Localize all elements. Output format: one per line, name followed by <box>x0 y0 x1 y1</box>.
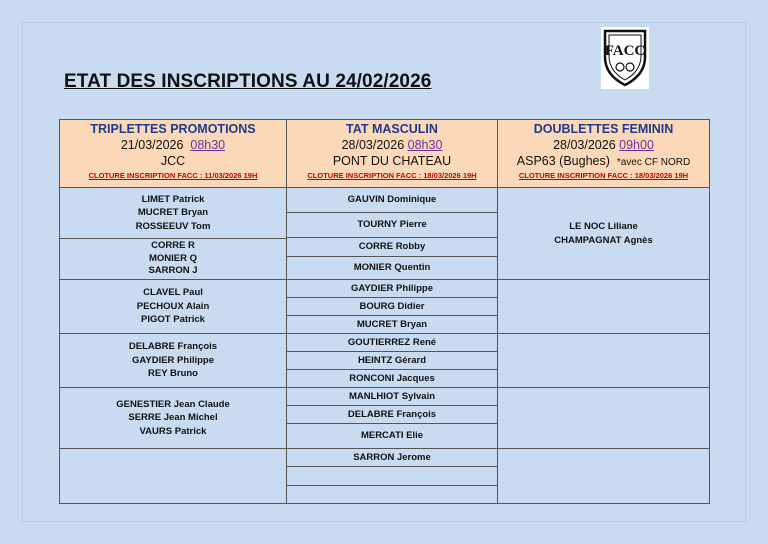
player-entry: MANLHIOT Sylvain <box>287 388 498 406</box>
player-entry: SARRON Jerome <box>287 449 498 467</box>
event-name: TRIPLETTES PROMOTIONS <box>90 122 256 136</box>
event-cloture: CLOTURE INSCRIPTION FACC : 18/03/2026 19H <box>307 171 477 180</box>
header-tat <box>287 120 498 187</box>
team-entry: LE NOC Liliane CHAMPAGNAT Agnès <box>498 188 709 280</box>
player-entry-empty <box>287 467 498 486</box>
event-place: JCC <box>160 154 186 168</box>
page-title: ETAT DES INSCRIPTIONS AU 24/02/2026 <box>64 71 432 92</box>
event-cloture: CLOTURE INSCRIPTION FACC : 18/03/2026 19H <box>518 171 689 180</box>
header-doublettes <box>498 120 709 187</box>
player-entry: MERCATI Elie <box>287 424 498 449</box>
team-entry-empty <box>60 449 287 504</box>
player-entry: DELABRE François <box>287 406 498 424</box>
player-entry-empty <box>287 486 498 504</box>
event-place: ASP63 (Bughes) *avec CF NORD <box>516 154 691 168</box>
team-entry: CLAVEL Paul PECHOUX Alain PIGOT Patrick <box>60 280 287 334</box>
team-entry: CORRE R MONIER Q SARRON J <box>60 239 287 280</box>
player-entry: GOUTIERREZ René <box>287 334 498 352</box>
player-entry: MUCRET Bryan <box>287 316 498 334</box>
player-entry: HEINTZ Gérard <box>287 352 498 370</box>
facc-shield-icon <box>601 27 649 89</box>
header-triplettes <box>60 120 287 187</box>
event-place-note: *avec CF NORD <box>616 157 691 168</box>
player-entry: BOURG Didier <box>287 298 498 316</box>
player-entry: CORRE Robby <box>287 238 498 257</box>
team-entry: GENESTIER Jean Claude SERRE Jean Michel VAURS Patrick <box>60 388 287 449</box>
team-entry-empty <box>498 388 709 449</box>
event-cloture: CLOTURE INSCRIPTION FACC : 11/03/2026 19H <box>88 171 258 180</box>
team-entry: DELABRE François GAYDIER Philippe REY Bruno <box>60 334 287 388</box>
player-entry: TOURNY Pierre <box>287 213 498 238</box>
team-entry: LIMET Patrick MUCRET Bryan ROSSEEUV Tom <box>60 188 287 239</box>
event-time: 09h00 <box>619 138 654 152</box>
team-entry-empty <box>498 449 709 504</box>
event-time: 08h30 <box>407 138 443 152</box>
event-date-line: 28/03/2026 09h00 <box>553 138 654 152</box>
player-entry: GAUVIN Dominique <box>287 188 498 213</box>
event-place: PONT DU CHATEAU <box>332 154 452 168</box>
event-date-line: 28/03/2026 08h30 <box>341 138 443 152</box>
event-name: TAT MASCULIN <box>346 122 438 136</box>
player-entry: GAYDIER Philippe <box>287 280 498 298</box>
event-time: 08h30 <box>190 138 226 152</box>
facc-logo <box>601 27 649 89</box>
player-entry: MONIER Quentin <box>287 257 498 280</box>
event-name: DOUBLETTES FEMININ <box>533 122 674 136</box>
team-entry-empty <box>498 334 709 388</box>
svg-text:FACC: FACC <box>604 43 646 59</box>
event-date-line: 21/03/2026 08h30 <box>120 138 226 152</box>
player-entry: RONCONI Jacques <box>287 370 498 388</box>
inscriptions-table <box>59 119 710 504</box>
team-entry-empty <box>498 280 709 334</box>
